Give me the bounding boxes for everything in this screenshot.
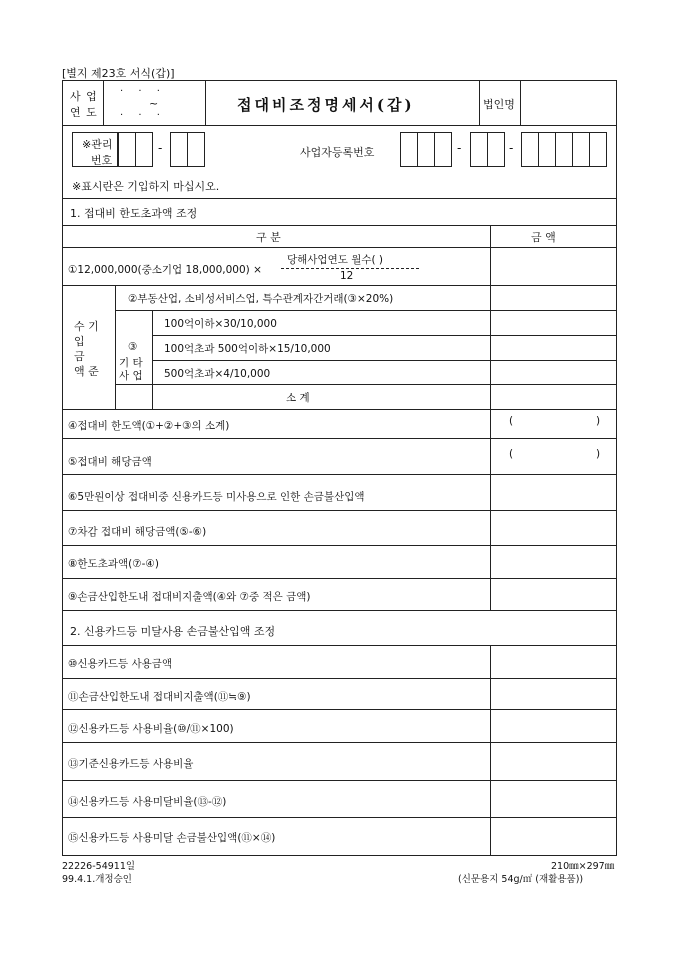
row4-paren-open: ( — [509, 415, 514, 427]
row3c-label: 500억초과×4/10,000 — [164, 368, 271, 380]
date-to[interactable]: · · · — [120, 110, 166, 121]
row9-label: ⑨손금산입한도내 접대비지출액(④와 ⑦중 적은 금액) — [68, 591, 311, 603]
row12-amount-field[interactable] — [491, 710, 616, 742]
row12-label: ⑫신용카드등 사용비율(⑩/⑪×100) — [68, 723, 234, 735]
row5-amount-field[interactable] — [491, 439, 616, 474]
side-label-1: 수 기 — [74, 320, 99, 333]
row3-sub-3: 사 업 — [119, 370, 143, 382]
row4-paren-close: ) — [596, 415, 601, 427]
row5-label: ⑤접대비 해당금액 — [68, 456, 152, 468]
row3-sub-1: ③ — [128, 341, 138, 353]
subtotal-amount-field[interactable] — [491, 385, 616, 409]
side-label-4: 액 준 — [74, 365, 99, 378]
row8-label: ⑧한도초과액(⑦-④) — [68, 558, 159, 570]
biz-reg-box-8[interactable] — [555, 132, 573, 167]
biz-reg-box-2[interactable] — [417, 132, 435, 167]
col-item-header: 구 분 — [256, 231, 281, 244]
instruction-note: ※표시란은 기입하지 마십시오. — [72, 180, 220, 193]
row7-label: ⑦차감 접대비 해당금액(⑤-⑥) — [68, 526, 207, 538]
footer-approval: 99.4.1.개정승인 — [62, 874, 132, 885]
mgmt-no-box-4[interactable] — [187, 132, 205, 167]
footer-size: 210㎜×297㎜ — [551, 861, 615, 872]
mgmt-no-box-1[interactable] — [118, 132, 136, 167]
row11-label: ⑪손금산입한도내 접대비지출액(⑪≒⑨) — [68, 691, 251, 703]
side-label-3: 금 — [74, 350, 85, 363]
mgmt-no-label-2: 번호 — [91, 154, 113, 167]
corp-name-field[interactable] — [521, 81, 616, 124]
biz-reg-box-3[interactable] — [434, 132, 452, 167]
section1-heading: 1. 접대비 한도초과액 조정 — [70, 207, 198, 220]
biz-reg-dash-2: - — [509, 141, 514, 155]
row5-paren-open: ( — [509, 448, 514, 460]
year-label-2: 연 도 — [70, 106, 98, 119]
row13-label: ⑬기준신용카드등 사용비율 — [68, 758, 194, 770]
row2-label: ②부동산업, 소비성서비스업, 특수관계자간거래(③×20%) — [128, 293, 394, 305]
row11-amount-field[interactable] — [491, 679, 616, 709]
biz-reg-box-4[interactable] — [470, 132, 488, 167]
row3a-amount-field[interactable] — [491, 311, 616, 335]
row14-amount-field[interactable] — [491, 781, 616, 817]
section2-heading: 2. 신용카드등 미달사용 손금불산입액 조정 — [70, 625, 276, 638]
biz-reg-label: 사업자등록번호 — [300, 146, 375, 159]
year-label-1: 사 업 — [70, 90, 98, 103]
row6-label: ⑥5만원이상 접대비중 신용카드등 미사용으로 인한 손금불산입액 — [68, 491, 365, 503]
corp-name-label: 법인명 — [483, 98, 515, 111]
mgmt-no-dash: - — [158, 141, 163, 155]
biz-reg-box-9[interactable] — [572, 132, 590, 167]
biz-reg-box-7[interactable] — [538, 132, 556, 167]
date-from[interactable]: · · · — [120, 86, 166, 97]
form-title: 접대비조정명세서(갑) — [237, 96, 415, 114]
row3c-amount-field[interactable] — [491, 361, 616, 384]
row15-label: ⑮신용카드등 사용미달 손금불산입액(⑪×⑭) — [68, 832, 276, 844]
subtotal-label: 소 계 — [286, 392, 310, 404]
row3b-amount-field[interactable] — [491, 336, 616, 360]
row7-amount-field[interactable] — [491, 511, 616, 545]
fraction-bar — [281, 268, 419, 269]
mgmt-no-box-2[interactable] — [135, 132, 153, 167]
row13-amount-field[interactable] — [491, 743, 616, 780]
col-amount-header: 금 액 — [531, 231, 556, 244]
form-label: [별지 제23호 서식(갑)] — [62, 67, 175, 80]
biz-reg-box-1[interactable] — [400, 132, 418, 167]
row4-label: ④접대비 한도액(①+②+③의 소계) — [68, 420, 230, 432]
mgmt-no-label-1: ※관리 — [82, 138, 113, 151]
row2-amount-field[interactable] — [491, 286, 616, 310]
date-tilde: ~ — [149, 97, 159, 110]
biz-reg-dash-1: - — [457, 141, 462, 155]
row5-paren-close: ) — [596, 448, 601, 460]
row1-denominator: 12 — [340, 270, 354, 282]
row1-numerator: 당해사업연도 월수( ) — [287, 254, 384, 266]
row1-label: ①12,000,000(중소기업 18,000,000) × — [68, 264, 262, 276]
footer-code: 22226-54911일 — [62, 861, 136, 872]
row3-sub-2: 기 타 — [119, 357, 143, 369]
row15-amount-field[interactable] — [491, 818, 616, 855]
biz-reg-box-6[interactable] — [521, 132, 539, 167]
row14-label: ⑭신용카드등 사용미달비율(⑬-⑫) — [68, 796, 227, 808]
biz-reg-box-10[interactable] — [589, 132, 607, 167]
row1-amount-field[interactable] — [491, 248, 616, 284]
side-label-2: 입 — [74, 335, 85, 348]
biz-reg-box-5[interactable] — [487, 132, 505, 167]
row10-label: ⑩신용카드등 사용금액 — [68, 658, 173, 670]
row8-amount-field[interactable] — [491, 546, 616, 578]
mgmt-no-box-3[interactable] — [170, 132, 188, 167]
row6-amount-field[interactable] — [491, 475, 616, 510]
row10-amount-field[interactable] — [491, 646, 616, 678]
row3b-label: 100억초과 500억이하×15/10,000 — [164, 343, 331, 355]
row3a-label: 100억이하×30/10,000 — [164, 318, 277, 330]
footer-paper: (신문용지 54g/㎡ (재활용품)) — [458, 874, 584, 885]
row9-amount-field[interactable] — [491, 579, 616, 610]
